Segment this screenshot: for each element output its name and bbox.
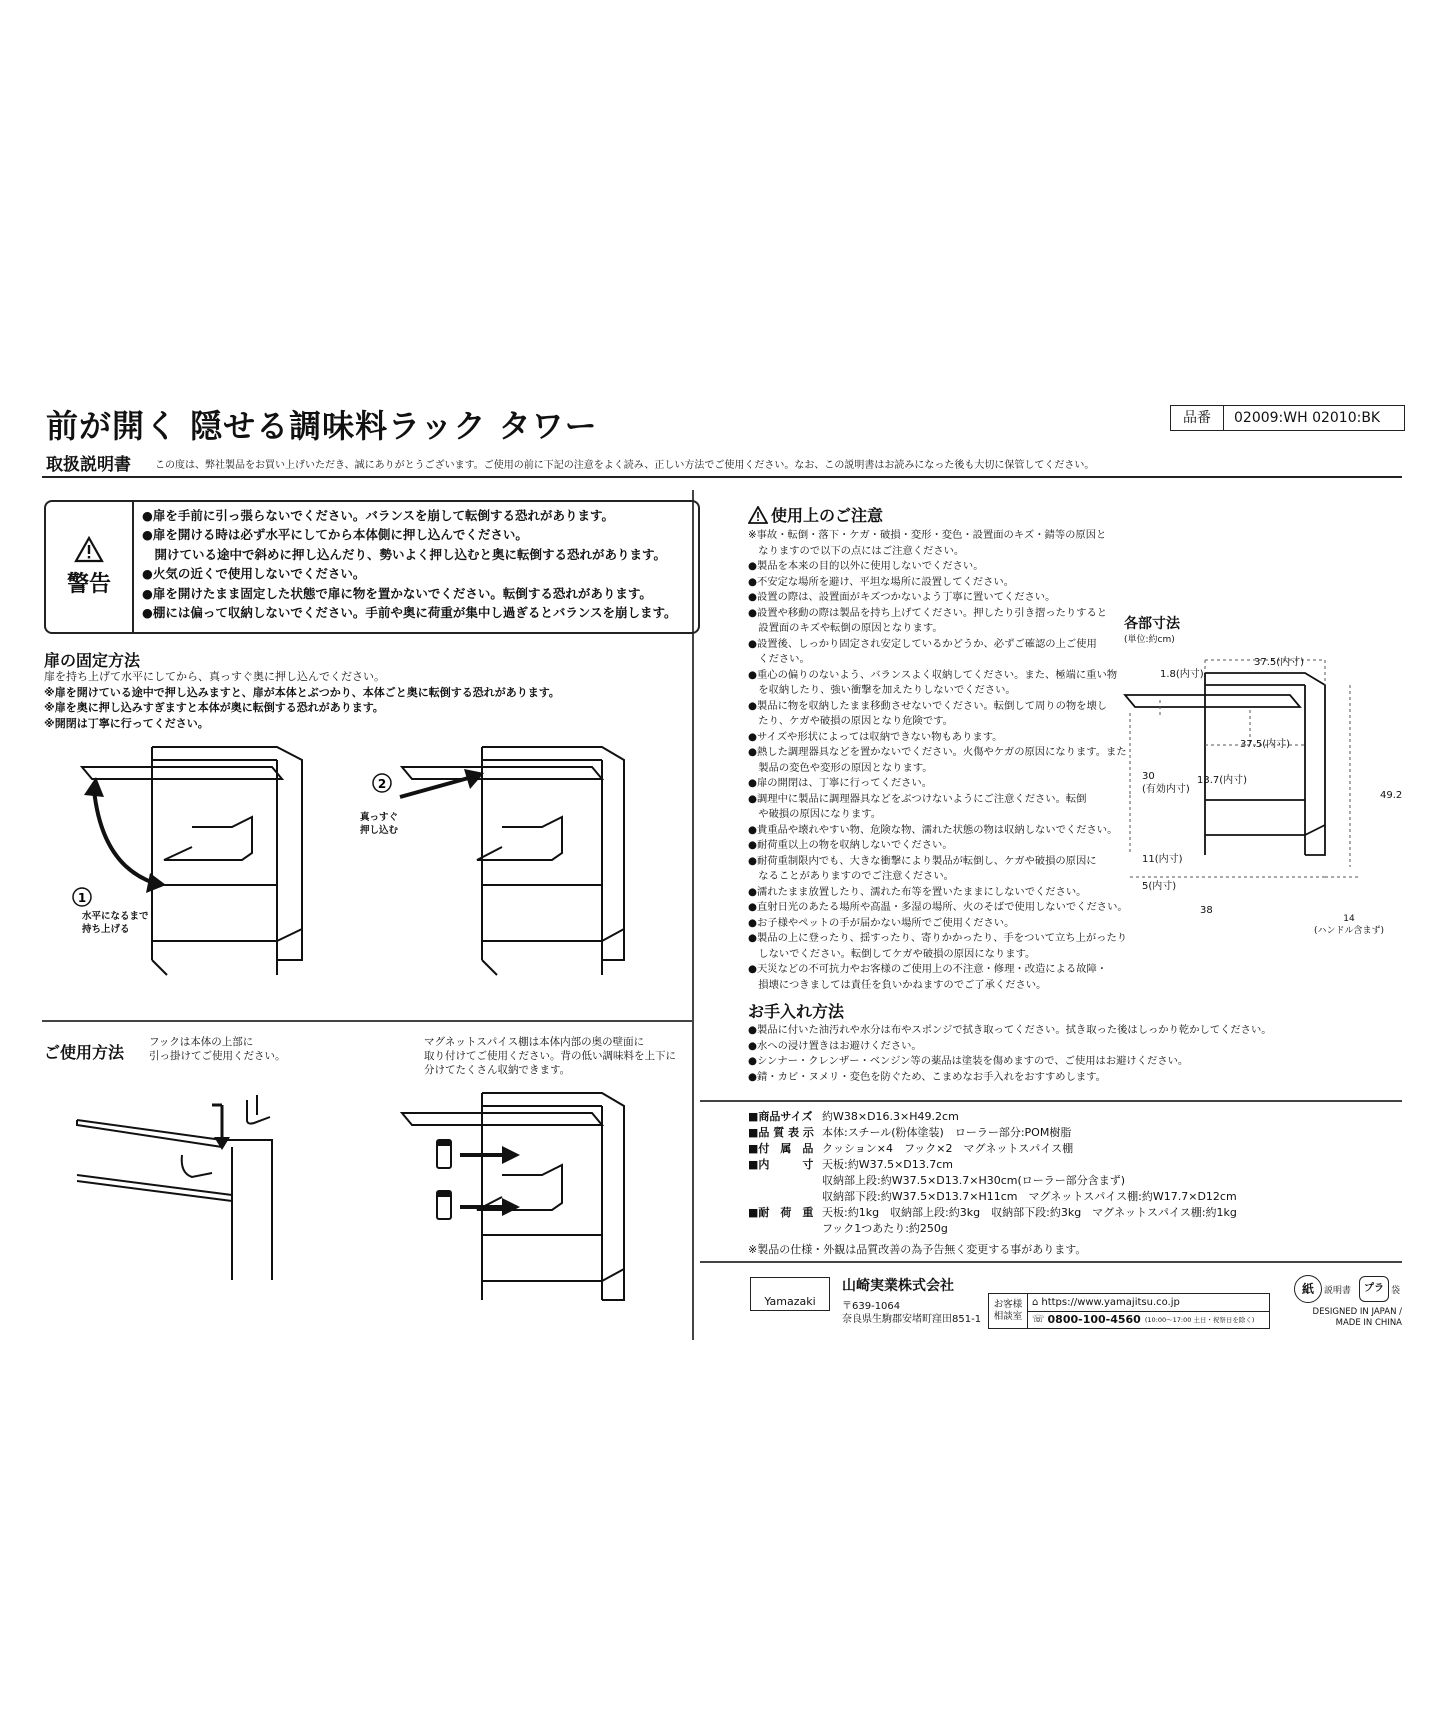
- caution-item: ●濡れたまま放置したり、濡れた布等を置いたままにしないでください。: [748, 885, 1087, 898]
- dim-height: 49.2: [1380, 790, 1403, 801]
- care-item: ●錆・カビ・ヌメリ・変色を防ぐため、こまめなお手入れをおすすめします。: [748, 1070, 1106, 1083]
- dim-bottom: 5(内寸): [1142, 881, 1177, 892]
- door-heading: 扉の固定方法: [44, 651, 141, 670]
- plastic-recycle-label: 袋: [1391, 1285, 1401, 1296]
- home-icon: ⌂: [1032, 1296, 1039, 1308]
- spec-key: ■付 属 品: [748, 1142, 814, 1155]
- warning-item: ●棚には偏って収納しないでください。手前や奥に荷重が集中し過ぎるとバランスを崩します。: [142, 605, 677, 621]
- caution-item: なりますので以下の点にはご注意ください。: [748, 544, 965, 557]
- warning-item: ●扉を開ける時は必ず水平にしてから本体側に押し込んでください。: [142, 527, 528, 543]
- recycle-marks: [1294, 1275, 1400, 1303]
- spec-key: [748, 1173, 822, 1189]
- spec-key: [748, 1189, 822, 1205]
- spec-row: [748, 1221, 1241, 1237]
- header-divider: [42, 476, 1402, 478]
- step1-label: 水平になるまで 持ち上げる: [82, 911, 149, 935]
- dim-inner-depth: 13.7(内寸): [1197, 775, 1248, 786]
- spec-value: 収納部上段:約W37.5×D13.7×H30cm(ローラー部分含まず): [822, 1174, 1126, 1187]
- caution-item: 損壊につきましては責任を負いかねますのでご了承ください。: [748, 978, 1047, 991]
- plastic-recycle-icon: プラ: [1359, 1276, 1389, 1302]
- step2-label: 真っすぐ 押し込む: [360, 812, 399, 836]
- spec-row: [748, 1173, 1241, 1189]
- spec-note: ※製品の仕様・外観は品質改善の為予告無く変更する事があります。: [748, 1243, 1087, 1256]
- caution-item: ●耐荷重以上の物を収納しないでください。: [748, 839, 953, 851]
- section-divider: [42, 1020, 692, 1022]
- contact-label: お客様 相談室: [989, 1294, 1028, 1328]
- contact-url[interactable]: https://www.yamajitsu.co.jp: [1041, 1296, 1180, 1308]
- warning-list: [142, 506, 677, 622]
- door-note: ※扉を奥に押し込みすぎますと本体が奥に転倒する恐れがあります。: [44, 701, 384, 714]
- care-item: ●水への浸け置きはお避けください。: [748, 1039, 922, 1052]
- contact-details: [1028, 1294, 1269, 1328]
- dim-lower: 11(内寸): [1142, 854, 1183, 865]
- care-item: ●シンナー・クレンザー・ベンジン等の薬品は塗装を傷めますので、ご使用はお避けください。: [748, 1055, 1189, 1067]
- company-zip: 〒639-1064: [842, 1301, 901, 1312]
- caution-item: なることがありますのでご注意ください。: [748, 870, 954, 882]
- caution-item: ※事故・転倒・落下・ケガ・破損・変形・変色・設置面のキズ・錆等の原因と: [748, 529, 1107, 541]
- hook-illustration: [72, 1095, 302, 1295]
- caution-item: ●調理中に製品に調理器具などをぶつけないようにご注意ください。転倒: [748, 792, 1087, 805]
- warning-label-cell: [46, 502, 134, 632]
- spec-value: 収納部下段:約W37.5×D13.7×H11cm マグネットスパイス棚:約W17.7×D12cm: [822, 1190, 1237, 1203]
- caution-item: 製品の変色や変形の原因となります。: [748, 761, 933, 774]
- intro-text: この度は、弊社製品をお買い上げいただき、誠にありがとうございます。ご使用の前に下記の注意をよく読み、正しい方法でご使用ください。なお、この説明書はお読みになった後も大切に保管してください。: [155, 460, 1095, 471]
- caution-item: を収納したり、強い衝撃を加えたりしないでください。: [748, 684, 1016, 696]
- contact-web-row: [1028, 1294, 1269, 1312]
- spec-row: [748, 1109, 1241, 1125]
- dimensions-unit: (単位:約cm): [1124, 635, 1175, 645]
- caution-heading: 使用上のご注意: [771, 506, 884, 525]
- paper-recycle-label: 説明書: [1324, 1285, 1352, 1296]
- care-item: ●製品に付いた油汚れや水分は布やスポンジで拭き取ってください。拭き取った後はしっかり乾かしてください。: [748, 1024, 1272, 1036]
- magnet-text: マグネットスパイス棚は本体内部の奥の壁面に 取り付けてご使用ください。背の低い調味料を上下に 分けてたくさん収納できます。: [424, 1036, 676, 1076]
- spec-key: ■商品サイズ: [748, 1110, 813, 1123]
- page-title: 前が開く 隠せる調味料ラック タワー: [46, 407, 598, 445]
- caution-item: ●製品の上に登ったり、揺すったり、寄りかかったり、手をついて立ち上がったり: [748, 932, 1128, 944]
- door-line: 扉を持ち上げて水平にしてから、真っすぐ奥に押し込んでください。: [44, 670, 385, 683]
- part-number-box: [1170, 405, 1405, 431]
- caution-item: ●製品に物を収納したまま移動させないでください。転倒して周りの物を壊し: [748, 699, 1108, 712]
- manual-sheet: [42, 395, 1402, 1345]
- caution-heading-row: [748, 503, 883, 526]
- caution-item: ●扉の開閉は、丁寧に行ってください。: [748, 777, 933, 789]
- caution-item: ●重心の偏りのないよう、バランスよく収納してください。また、極端に重い物: [748, 668, 1118, 681]
- company-address: 奈良県生駒郡安堵町窪田851-1: [842, 1314, 982, 1325]
- dim-effective: 30 (有効内寸): [1142, 771, 1190, 795]
- caution-list: [748, 528, 1128, 993]
- caution-item: たり、ケガや破損の原因となり危険です。: [748, 715, 953, 727]
- spec-divider: [700, 1261, 1402, 1263]
- svg-text:2: 2: [377, 777, 387, 791]
- caution-item: ●設置後、しっかり固定され安定しているかどうか、必ずご確認の上ご使用: [748, 637, 1097, 650]
- caution-item: ●耐荷重制限内でも、大きな衝撃により製品が転倒し、ケガや破損の原因に: [748, 854, 1097, 867]
- origin-text: DESIGNED IN JAPAN / MADE IN CHINA: [1312, 1307, 1402, 1328]
- warning-box: [44, 500, 700, 634]
- contact-phone-row: [1028, 1312, 1269, 1329]
- door-note: ※扉を開けている途中で押し込みますと、扉が本体とぶつかり、本体ごと奥に転倒する恐れがあります。: [44, 685, 560, 699]
- caution-item: ●設置の際は、設置面がキズつかないよう丁寧に置いてください。: [748, 591, 1056, 603]
- spec-row: [748, 1125, 1241, 1141]
- door-push-illustration: [352, 735, 672, 1000]
- contact-phone: 0800-100-4560: [1047, 1313, 1141, 1327]
- paper-recycle-icon: 紙: [1294, 1275, 1322, 1303]
- dim-width: 38: [1200, 905, 1213, 916]
- door-note: ※開閉は丁寧に行ってください。: [44, 716, 209, 730]
- caution-item: ●製品を本来の目的以外に使用しないでください。: [748, 560, 984, 572]
- dimensions-heading: 各部寸法: [1124, 616, 1180, 632]
- spec-value: 本体:スチール(粉体塗装) ローラー部分:POM樹脂: [822, 1126, 1072, 1139]
- warning-label: 警告: [66, 572, 111, 597]
- spec-key: ■品 質 表 示: [748, 1126, 814, 1139]
- spec-key: ■耐 荷 重: [748, 1206, 814, 1219]
- magnet-shelf-illustration: [352, 1085, 672, 1315]
- spec-value: フック1つあたり:約250g: [822, 1222, 948, 1235]
- dim-mid-depth: 37.5(内寸): [1240, 739, 1291, 750]
- usage-heading: ご使用方法: [44, 1043, 125, 1062]
- caution-item: や破損の原因になります。: [748, 808, 882, 820]
- caution-triangle-icon: [748, 506, 768, 524]
- spec-table: [748, 1109, 1241, 1237]
- caution-item: 設置面のキズや転倒の原因となります。: [748, 622, 943, 634]
- company-name: 山崎実業株式会社: [842, 1278, 954, 1294]
- spec-row: [748, 1205, 1241, 1221]
- part-number-label: 品番: [1171, 406, 1224, 430]
- caution-item: ください。: [748, 653, 810, 665]
- spec-row: [748, 1141, 1241, 1157]
- spec-value: クッション×4 フック×2 マグネットスパイス棚: [822, 1142, 1074, 1155]
- care-heading: お手入れ方法: [748, 1002, 845, 1021]
- dim-depth: 14 (ハンドル含まず): [1314, 914, 1385, 936]
- contact-box: [988, 1293, 1270, 1329]
- company-logo: Yamazaki: [750, 1277, 830, 1311]
- svg-text:1: 1: [77, 891, 87, 905]
- warning-item: ●扉を手前に引っ張らないでください。バランスを崩して転倒する恐れがあります。: [142, 508, 615, 523]
- caution-item: ●熱した調理器具などを置かないでください。火傷やケガの原因になります。また: [748, 746, 1127, 758]
- contact-hours: (10:00〜17:00 土日・祝祭日を除く): [1144, 1316, 1255, 1325]
- caution-item: ●サイズや形状によっては収納できない物もあります。: [748, 730, 1003, 743]
- part-number-value: 02009:WH 02010:BK: [1234, 410, 1381, 426]
- caution-item: ●直射日光のあたる場所や高温・多湿の場所、火のそばで使用しないでください。: [748, 901, 1128, 913]
- caution-item: ●設置や移動の際は製品を持ち上げてください。押したり引き摺ったりすると: [748, 606, 1108, 619]
- spec-key: ■内 寸: [748, 1158, 814, 1171]
- spec-value: 天板:約W37.5×D13.7cm: [822, 1158, 954, 1171]
- caution-item: ●貴重品や壊れやすい物、危険な物、濡れた状態の物は収納しないでください。: [748, 823, 1118, 836]
- caution-item: ●天災などの不可抗力やお客様のご使用上の不注意・修理・改造による故障・: [748, 963, 1108, 975]
- caution-item: ●不安定な場所を避け、平坦な場所に設置してください。: [748, 575, 1014, 588]
- caution-item: ●お子様やペットの手が届かない場所でご使用ください。: [748, 916, 1015, 929]
- care-divider: [700, 1100, 1402, 1102]
- spec-value: 天板:約1kg 収納部上段:約3kg 収納部下段:約3kg マグネットスパイス棚:約1kg: [822, 1206, 1237, 1219]
- hook-text: フックは本体の上部に 引っ掛けてご使用ください。: [149, 1036, 286, 1062]
- dim-top-depth: 37.5(内寸): [1254, 657, 1305, 668]
- spec-key: [748, 1221, 822, 1237]
- warning-item: ●扉を開けたまま固定した状態で扉に物を置かないでください。転倒する恐れがあります。: [142, 585, 652, 601]
- spec-row: [748, 1157, 1241, 1173]
- warning-item: ●火気の近くで使用しないでください。: [142, 566, 366, 582]
- door-lift-illustration: [72, 735, 372, 1000]
- spec-value: 約W38×D16.3×H49.2cm: [822, 1110, 959, 1123]
- caution-item: しないでください。転倒してケガや破損の原因になります。: [748, 947, 1036, 960]
- phone-icon: ☏: [1032, 1314, 1045, 1326]
- door-instructions: [44, 669, 560, 731]
- care-list: [748, 1023, 1388, 1085]
- spec-row: [748, 1189, 1241, 1205]
- dim-handle: 1.8(内寸): [1160, 669, 1204, 680]
- warning-triangle-icon: [74, 536, 104, 563]
- manual-label: 取扱説明書: [46, 455, 131, 475]
- warning-item: 開けている途中で斜めに押し込んだり、勢いよく押し込むと奥に転倒する恐れがあります。: [142, 546, 667, 562]
